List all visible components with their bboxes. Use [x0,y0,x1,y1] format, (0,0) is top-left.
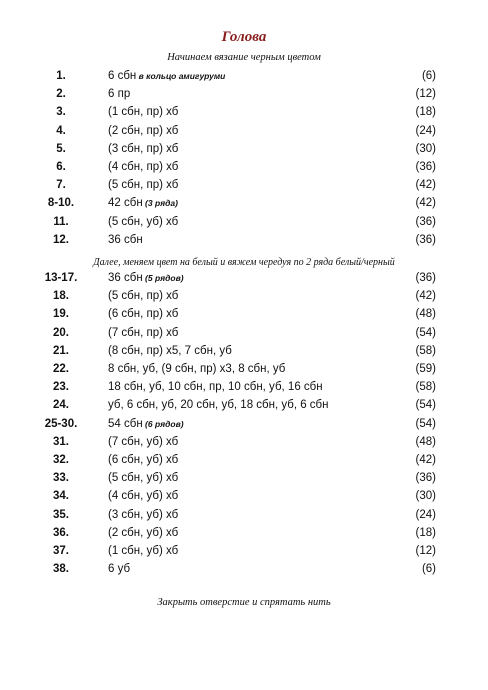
row-number: 7. [56,179,66,192]
row-instruction-text: (7 сбн, уб) хб [108,435,179,448]
stitch-count: (42) [415,179,436,192]
row-instruction [108,176,178,194]
row-number: 12. [53,233,69,246]
row-number: 34. [53,490,69,503]
stitch-count: (18) [415,106,436,119]
row-instruction-text: (2 сбн, пр) хб [108,124,179,137]
pattern-row [0,194,488,212]
row-instruction-text: (1 сбн, уб) хб [108,545,179,557]
row-instruction-text: 54 сбн [108,417,143,430]
row-number: 36. [53,526,69,539]
row-instruction [108,560,130,578]
stitch-count: (42) [415,197,436,210]
row-instruction-text: 18 сбн, уб, 10 сбн, пр, 10 сбн, уб, 16 сбн [108,381,323,394]
pattern-row [0,396,488,414]
stitch-count: (12) [415,88,436,101]
pattern-row [0,524,488,542]
row-instruction [108,506,178,524]
stitch-count: (36) [415,472,436,485]
row-instruction-text: (6 сбн, уб) хб [108,454,179,466]
row-instruction [108,103,178,121]
row-number: 11. [53,215,69,228]
row-number: 32. [53,454,69,466]
row-instruction-text: (5 сбн, уб) хб [108,215,179,228]
stitch-count: (6) [421,563,436,576]
row-number: 8-10. [47,197,75,210]
row-instruction [108,378,323,396]
row-instruction [108,213,178,231]
pattern-row [0,269,488,287]
row-instruction [108,451,178,469]
row-instruction [108,305,178,323]
row-number: 31. [53,435,69,448]
row-instruction-text: (6 сбн, пр) хб [108,308,179,321]
pattern-row [0,103,488,121]
pattern-row [0,560,488,578]
stitch-count: (30) [415,142,436,155]
row-number: 5. [56,142,66,155]
row-instruction-note: в кольцо амигуруми [136,71,226,81]
row-number: 37. [53,545,69,557]
row-number: 20. [53,326,69,339]
pattern-row [0,542,488,560]
row-number: 6. [56,161,66,173]
pattern-row [0,305,488,323]
stitch-count: (18) [415,526,436,539]
pattern-row [0,287,488,305]
row-number: 4. [56,124,66,137]
pattern-row [0,433,488,451]
row-number: 33. [53,472,69,485]
pattern-row [0,451,488,469]
pattern-row [0,122,488,140]
row-number: 24. [53,399,69,412]
stitch-count: (54) [415,417,436,430]
row-number: 38. [53,563,69,576]
row-instruction [108,231,143,249]
stitch-count: (12) [415,545,436,557]
row-instruction-text: (7 сбн, пр) хб [108,326,179,339]
stitch-count: (36) [415,233,436,246]
row-instruction [108,542,178,560]
row-instruction [108,287,178,305]
row-instruction-text: (4 сбн, уб) хб [108,490,179,503]
closing-note: Закрыть отверстие и спрятать нить [157,597,331,608]
stitch-count: (24) [415,508,436,521]
row-instruction-text: уб, 6 сбн, уб, 20 сбн, уб, 18 сбн, уб, 6 сбн [108,399,329,412]
color-change-note: Далее, меняем цвет на белый и вяжем чередуя по 2 ряда белый/черный [93,257,395,268]
stitch-count: (36) [415,272,436,284]
row-instruction-text: (3 сбн, уб) хб [108,508,179,521]
page-title: Голова [221,29,267,45]
pattern-row [0,342,488,360]
row-instruction-text: 6 уб [108,563,131,576]
stitch-count: (6) [421,70,436,82]
row-number: 22. [53,363,69,375]
stitch-count: (48) [415,435,436,448]
row-instruction-text: 42 сбн [108,197,143,210]
row-instruction-text: 8 сбн, уб, (9 сбн, пр) х3, 8 сбн, уб [108,363,286,375]
row-number: 3. [56,106,66,119]
row-instruction-text: 36 сбн [108,233,143,246]
row-instruction [108,85,130,103]
row-instruction-text: (1 сбн, пр) хб [108,106,179,119]
row-number: 21. [53,344,69,357]
row-instruction [108,524,178,542]
row-instruction-note: (5 рядов) [142,273,184,283]
row-instruction-text: (2 сбн, уб) хб [108,526,179,539]
row-instruction [108,67,225,85]
stitch-count: (48) [415,308,436,321]
row-instruction [108,269,184,287]
row-instruction-note: (3 ряда) [142,198,178,209]
row-instruction-text: (5 сбн, уб) хб [108,472,179,485]
stitch-count: (24) [415,124,436,137]
pattern-row [0,487,488,505]
row-number: 13-17. [44,272,78,284]
pattern-row [0,415,488,433]
row-number: 23. [53,381,69,394]
row-number: 19. [53,308,69,321]
row-instruction-text: (4 сбн, пр) хб [108,161,179,173]
row-instruction-note: (6 рядов) [142,418,184,429]
pattern-row [0,378,488,396]
pattern-row [0,85,488,103]
pattern-row [0,176,488,194]
stitch-count: (54) [415,399,436,412]
row-instruction [108,158,178,176]
row-instruction [108,122,178,140]
stitch-count: (30) [415,490,436,503]
pattern-row [0,469,488,487]
pattern-row [0,67,488,85]
stitch-count: (59) [415,363,436,375]
row-instruction-text: 6 пр [108,88,131,101]
stitch-count: (58) [415,381,436,394]
stitch-count: (36) [415,215,436,228]
stitch-count: (58) [415,344,436,357]
row-instruction-text: (5 сбн, пр) хб [108,179,179,192]
pattern-row [0,324,488,342]
stitch-count: (36) [415,161,436,173]
row-number: 2. [56,88,66,101]
row-number: 25-30. [44,417,78,430]
stitch-count: (42) [415,454,436,466]
row-instruction [108,140,178,158]
stitch-count: (54) [415,326,436,339]
row-instruction [108,469,178,487]
row-instruction-text: 6 сбн [108,70,137,82]
row-number: 1. [56,70,66,82]
row-instruction [108,194,178,212]
row-instruction [108,396,329,414]
pattern-row [0,140,488,158]
pattern-row [0,360,488,378]
stitch-count: (42) [415,290,436,303]
pattern-row [0,506,488,524]
row-instruction [108,342,232,360]
row-instruction [108,415,184,433]
intro-note: Начинаем вязание черным цветом [167,52,321,63]
row-instruction-text: (5 сбн, пр) хб [108,290,179,303]
row-instruction-text: (3 сбн, пр) хб [108,142,179,155]
row-instruction [108,360,285,378]
row-number: 35. [53,508,69,521]
row-instruction [108,487,178,505]
pattern-row [0,231,488,249]
row-instruction-text: (8 сбн, пр) х5, 7 сбн, уб [108,344,232,357]
row-instruction-text: 36 сбн [108,272,143,284]
pattern-row [0,213,488,231]
row-instruction [108,433,178,451]
row-number: 18. [53,290,69,303]
row-instruction [108,324,178,342]
pattern-row [0,158,488,176]
